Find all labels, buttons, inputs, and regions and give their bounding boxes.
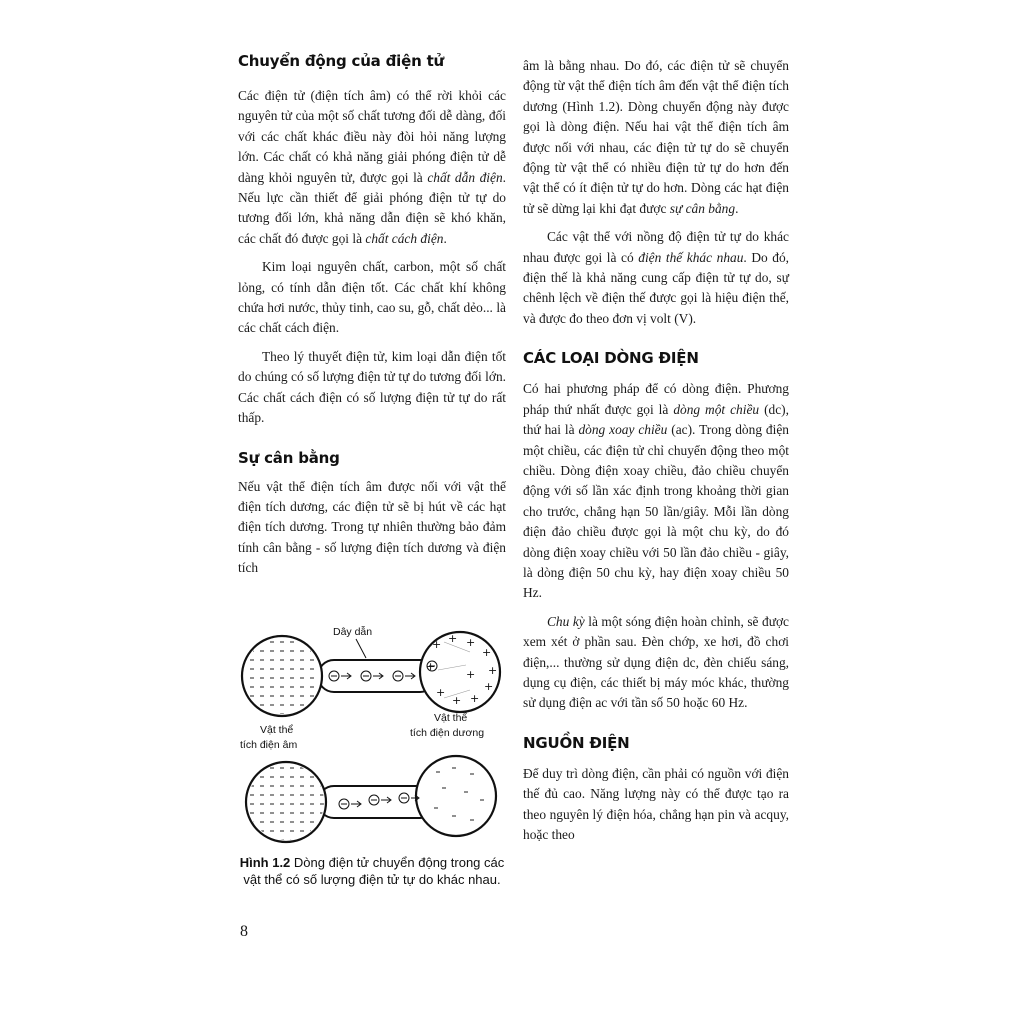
pointer-line bbox=[356, 639, 366, 658]
term-ac: dòng xoay chiều bbox=[578, 422, 668, 438]
text-span: Có hai phương pháp để có dòng điện. Phương pháp thứ nhất được gọi là bbox=[523, 381, 789, 417]
left-column bbox=[238, 52, 506, 579]
text-span: . bbox=[735, 200, 739, 216]
label-positive-2: tích điện dương bbox=[410, 727, 485, 739]
text-span: . Do đó, điện thế là khả năng cung cấp điện tử tự do, sự chênh lệch về điện thế được gọi là hiệu điện thế, và được đo theo đơn vị volt (V). bbox=[523, 249, 789, 326]
paragraph-current-types bbox=[523, 379, 789, 603]
label-positive-1: Vật thể bbox=[434, 712, 468, 724]
negative-body-bottom bbox=[246, 762, 326, 842]
positive-body-top bbox=[420, 632, 500, 712]
svg-text:+: + bbox=[466, 668, 476, 681]
svg-text:+: + bbox=[482, 646, 492, 659]
svg-text:+: + bbox=[426, 660, 436, 673]
heading-current-types: CÁC LOẠI DÒNG ĐIỆN bbox=[523, 349, 699, 368]
term-insulator: chất cách điện bbox=[365, 230, 444, 246]
caption-text: Dòng điện tử chuyển động trong các vật thể có số lượng điện tử tự do khác nhau. bbox=[243, 855, 505, 887]
text-span: là một sóng điện hoàn chỉnh, sẽ được xem xét ở phần sau. Đèn chớp, xe hơi, đồ chơi điện,... thường sử dụng điện dc, đèn chiếu sáng, dụng cụ điện, các thiết bị máy móc khác, thường sử dụng điện ac với tần số 50 hoặc 60 Hz. bbox=[523, 613, 789, 711]
term-potential-difference: điện thế khác nhau bbox=[638, 249, 744, 265]
electron-flow-diagram bbox=[238, 620, 506, 860]
paragraph-cycle bbox=[523, 612, 789, 714]
svg-text:+: + bbox=[448, 632, 458, 645]
paragraph-electron-theory: Theo lý thuyết điện tử, kim loại dẫn điện tốt do chúng có số lượng điện tử tự do tương đối lớn. Các chất cách điện có số lượng điện tử tự do rất thấp. bbox=[238, 348, 506, 426]
paragraph-conductors-list: Kim loại nguyên chất, carbon, một số chất lỏng, có tính dẫn điện tốt. Các chất khí không chứa hơi nước, thủy tinh, cao su, gỗ, chất dẻo... là các chất cách điện. bbox=[238, 259, 506, 336]
negative-body-top bbox=[242, 636, 322, 716]
heading-balance: Sự cân bằng bbox=[238, 448, 340, 467]
label-wire: Dây dẫn bbox=[333, 626, 373, 638]
term-conductor: chất dẫn điện bbox=[427, 169, 503, 185]
heading-electron-motion: Chuyển động của điện tử bbox=[238, 52, 445, 70]
text-span: (dc), thứ hai là bbox=[523, 401, 789, 438]
svg-text:+: + bbox=[436, 686, 446, 699]
heading-power-source: NGUỒN ĐIỆN bbox=[523, 733, 630, 752]
figure-caption bbox=[232, 854, 512, 888]
caption-figure-number: Hình 1.2 bbox=[239, 855, 291, 870]
label-negative-1: Vật thể bbox=[260, 724, 294, 736]
paragraph-balance: Nếu vật thể điện tích âm được nối với vật thể điện tích dương, các điện tử sẽ bị hút về các hạt điện tích dương. Trong tự nhiên thường bảo đảm tính cân bằng - số lượng điện tích dương và điện tích bbox=[238, 478, 506, 576]
text-span: . Nếu lực cần thiết để giải phóng điện tử tự do tương đối lớn, khả năng dẫn điện sẽ khó khăn, các chất đó được gọi là bbox=[238, 169, 506, 246]
paragraph-power-source: Để duy trì dòng điện, cần phải có nguồn với điện thế đủ cao. Năng lượng này có thể được tạo ra theo nguyên lý điện hóa, chẳng hạn pin và acquy, hoặc theo bbox=[523, 765, 789, 842]
page-number: 8 bbox=[240, 923, 248, 940]
label-negative-2: tích điện âm bbox=[240, 739, 298, 751]
svg-text:+: + bbox=[484, 680, 494, 693]
body-bottom-right bbox=[416, 756, 496, 836]
text-span: âm là bằng nhau. Do đó, các điện tử sẽ chuyển động từ vật thể điện tích âm đến vật thể điện tích dương (Hình 1.2). Dòng chuyển động này được gọi là dòng điện. Nếu hai vật thể điện tích âm được nối với nhau, các điện tử tự do sẽ chuyển động từ vật thể có nhiều điện tử tự do hơn đến vật thể có ít điện tử tự do hơn. Dòng các hạt điện tử sẽ dừng lại khi đạt được bbox=[523, 58, 789, 216]
svg-text:+: + bbox=[466, 636, 476, 649]
svg-text:+: + bbox=[470, 692, 480, 705]
term-cycle: Chu kỳ bbox=[547, 613, 585, 629]
text-span: . bbox=[443, 230, 447, 246]
text-span: (ac). Trong dòng điện một chiều, các điện tử chỉ chuyển động theo một chiều. Dòng điện xoay chiều, đảo chiều chuyển động với số lần xác định trong khoảng thời gian cho trước, chẳng hạn 50 lần/giây. Mỗi lần dòng điện đảo chiều được gọi là một chu kỳ, do đó dòng điện xoay chiều với 50 lần đảo chiều - giây, là dòng điện 50 chu kỳ, hay điện xoay chiều 50 Hz. bbox=[523, 422, 789, 601]
text-span: Các vật thể với nồng độ điện tử tự do khác nhau được gọi là có bbox=[523, 229, 789, 265]
svg-text:+: + bbox=[432, 638, 442, 651]
paragraph-potential bbox=[523, 227, 789, 329]
right-column bbox=[523, 56, 789, 845]
svg-text:+: + bbox=[488, 664, 498, 677]
term-dc: dòng một chiều bbox=[673, 401, 760, 417]
svg-text:+: + bbox=[452, 694, 462, 707]
paragraph-balance-cont bbox=[523, 56, 789, 219]
text-span: Các điện tử (điện tích âm) có thể rời khỏi các nguyên tử của một số chất tương đối dễ dàng, đối với các chất khác điều này đòi hỏi năng lượng lớn. Các chất có khả năng giải phóng điện tử dễ dàng khỏi nguyên tử, được gọi là bbox=[238, 88, 506, 185]
term-balance: sự cân bằng bbox=[669, 200, 736, 216]
paragraph-electron-motion bbox=[238, 86, 506, 249]
